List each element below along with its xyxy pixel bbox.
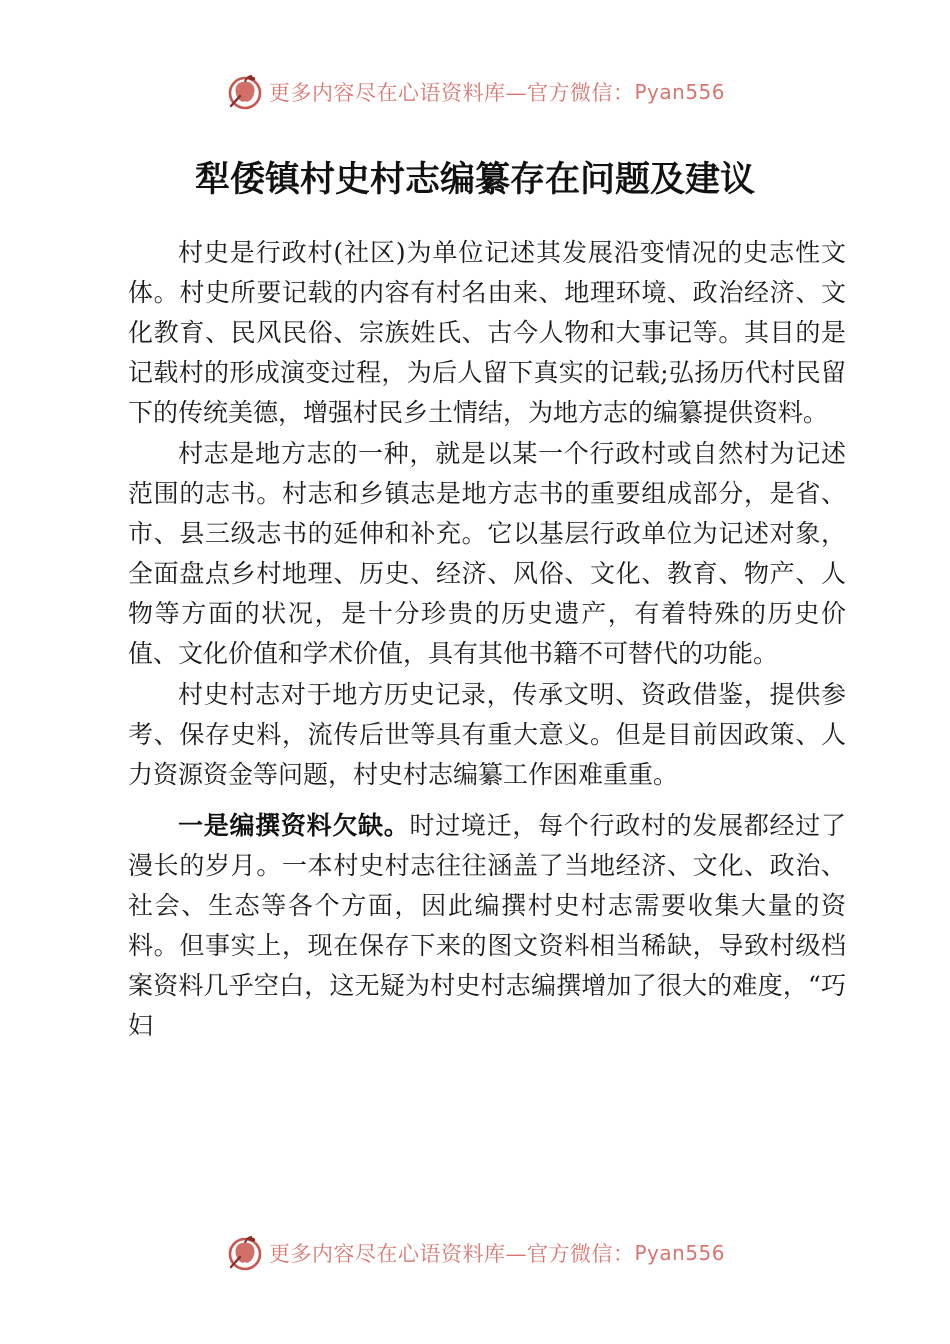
paragraph-text: 村史是行政村(社区)为单位记述其发展沿变情况的史志性文体。村史所要记载的内容有村名由来、地理环境、政治经济、文化教育、民风民俗、宗族姓氏、古今人物和大事记等。其目的是记载村的形成演变过程，为后人留下真实的记载;弘扬历代村民留下的传统美德，增强村民乡土情结，为地方志的编纂提供资料。 [128,238,846,427]
paragraph-text: 村志是地方志的一种，就是以某一个行政村或自然村为记述范围的志书。村志和乡镇志是地方志书的重要组成部分，是省、市、县三级志书的延伸和补充。它以基层行政单位为记述对象，全面盘点乡村地理、历史、经济、风俗、文化、教育、物产、人物等方面的状况，是十分珍贵的历史遗产，有着特殊的历史价值、文化价值和学术价值，具有其他书籍不可替代的功能。 [128,439,846,668]
watermark-text: 更多内容尽在心语资料库—官方微信： [268,81,635,105]
paragraph-lead: 一是编撰资料欠缺。 [178,811,410,840]
paragraph-text: 村史村志对于地方历史记录，传承文明、资政借鉴，提供参考、保存史料，流传后世等具有重大意义。但是目前因政策、人力资源资金等问题，村史村志编纂工作困难重重。 [128,680,846,789]
paragraph [128,806,846,1046]
paragraph [128,233,846,433]
apple-logo-icon [225,1233,265,1273]
document-body [128,233,846,1046]
paragraph-text: 时过境迁，每个行政村的发展都经过了漫长的岁月。一本村史村志往往涵盖了当地经济、文化、政治、社会、生态等各个方面，因此编撰村史村志需要收集大量的资料。但事实上，现在保存下来的图文资料相当稀缺，导致村级档案资料几乎空白，这无疑为村史村志编撰增加了很大的难度，“巧妇 [128,811,846,1040]
document-title: 犁倭镇村史村志编纂存在问题及建议 [194,160,755,200]
paragraph [128,434,846,674]
watermark-text: 更多内容尽在心语资料库—官方微信： [268,1242,635,1266]
paragraph [128,675,846,795]
watermark-header [0,70,950,114]
apple-logo-icon [225,72,265,112]
wechat-id: Pyan556 [634,80,725,104]
wechat-id: Pyan556 [634,1241,725,1265]
watermark-footer [0,1231,950,1275]
